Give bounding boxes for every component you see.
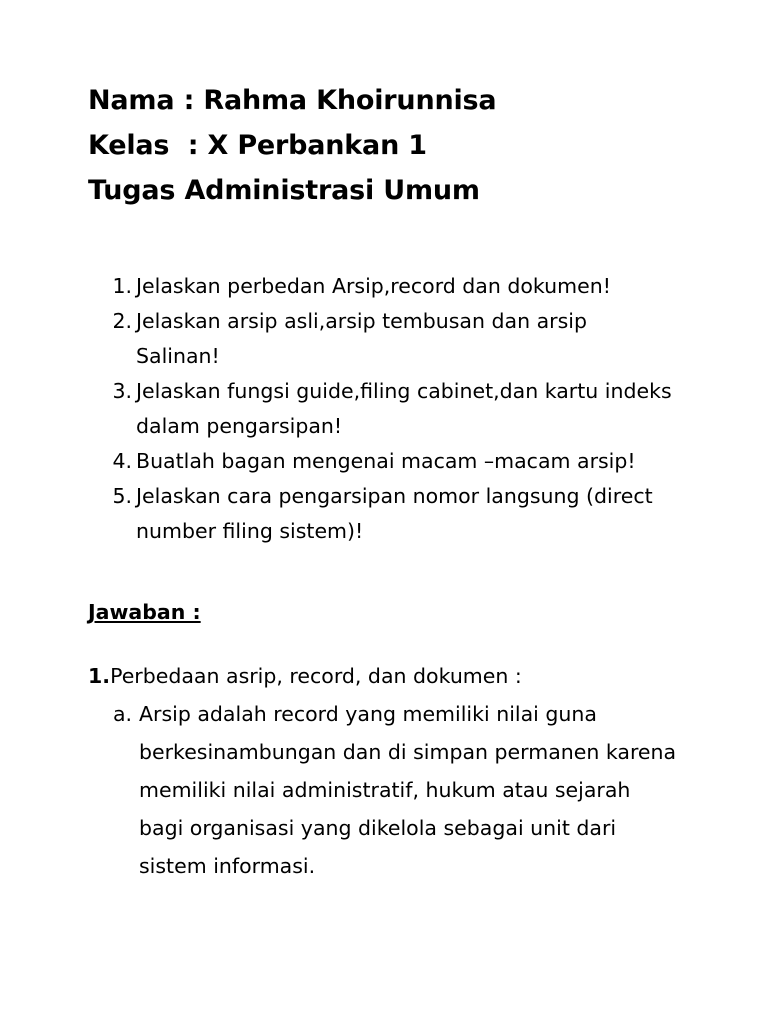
answer-sub-item bbox=[88, 695, 680, 885]
answer-number: 1. bbox=[88, 664, 111, 688]
question-item bbox=[108, 374, 680, 444]
question-text: Jelaskan cara pengarsipan nomor langsung (direct number filing sistem)! bbox=[136, 484, 653, 543]
document-header bbox=[88, 78, 680, 213]
question-text: Buatlah bagan mengenai macam –macam arsip! bbox=[136, 449, 636, 473]
answer-sub-text: Arsip adalah record yang memiliki nilai guna berkesinambungan dan di simpan permanen karena memiliki nilai administratif, hukum atau sejarah bagi organisasi yang dikelola sebagai unit dari sistem informasi. bbox=[139, 702, 677, 878]
question-item bbox=[108, 269, 680, 304]
question-number: 2. bbox=[112, 309, 132, 333]
question-number: 1. bbox=[112, 274, 132, 298]
question-number: 5. bbox=[112, 484, 132, 508]
header-line-name: Nama : Rahma Khoirunnisa bbox=[88, 85, 497, 116]
header-line-assignment: Tugas Administrasi Umum bbox=[88, 175, 480, 206]
answer-title: Perbedaan asrip, record, dan dokumen : bbox=[110, 664, 522, 688]
question-number: 4. bbox=[112, 449, 132, 473]
answer-sub-marker: a. bbox=[113, 702, 133, 726]
answer-heading bbox=[88, 659, 680, 693]
question-text: Jelaskan fungsi guide,filing cabinet,dan kartu indeks dalam pengarsipan! bbox=[136, 379, 672, 438]
question-text: Jelaskan perbedan Arsip,record dan dokumen! bbox=[136, 274, 611, 298]
question-item bbox=[108, 479, 680, 549]
question-item bbox=[108, 304, 680, 374]
header-line-class: Kelas : X Perbankan 1 bbox=[88, 130, 427, 161]
question-text: Jelaskan arsip asli,arsip tembusan dan arsip Salinan! bbox=[136, 309, 587, 368]
question-number: 3. bbox=[112, 379, 132, 403]
answers-heading: Jawaban : bbox=[88, 600, 201, 624]
question-list bbox=[88, 269, 680, 549]
question-item bbox=[108, 444, 680, 479]
answer-section bbox=[88, 659, 680, 885]
